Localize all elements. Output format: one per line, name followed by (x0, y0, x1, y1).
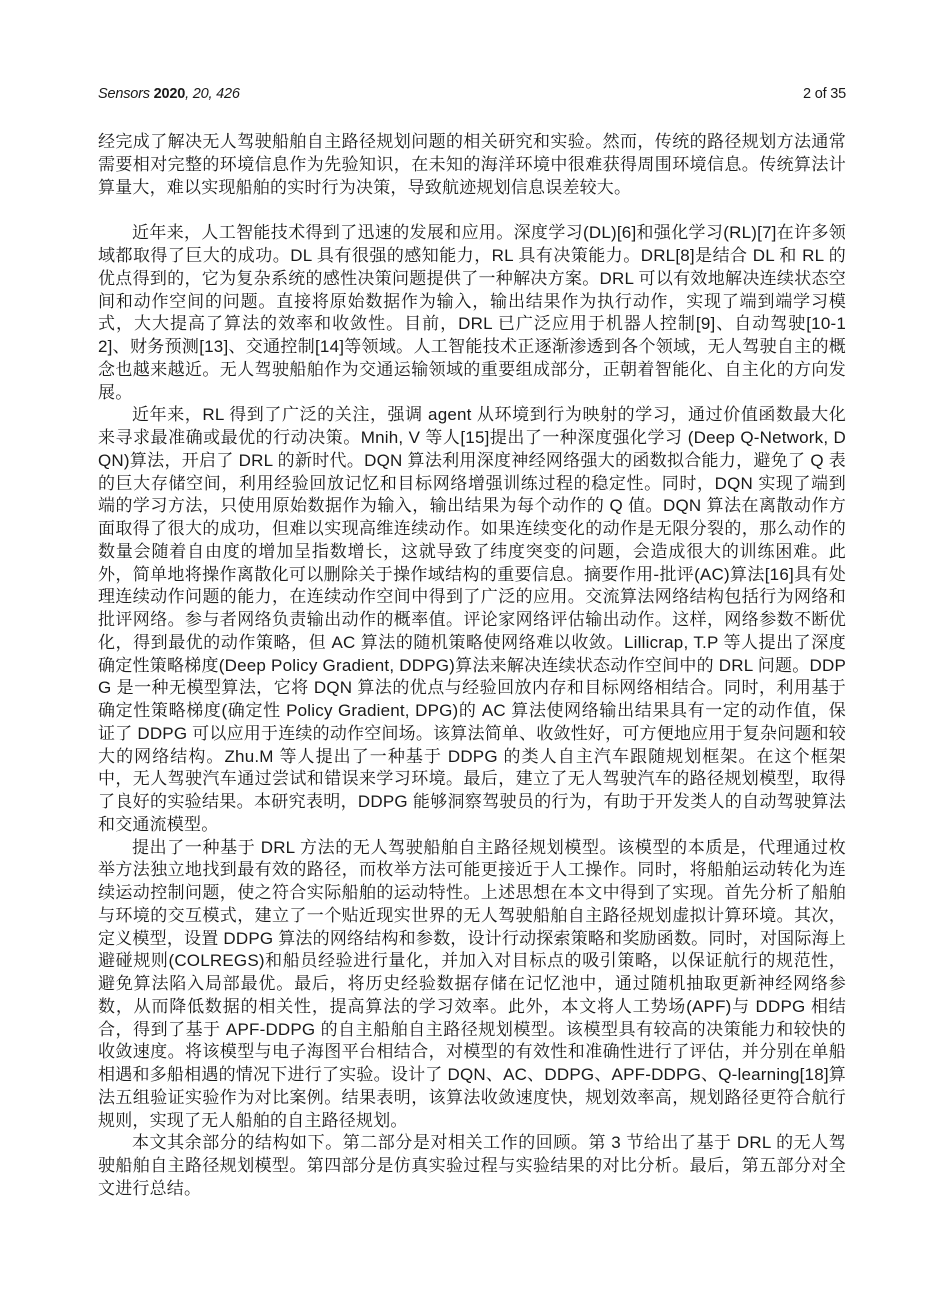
running-header (98, 86, 846, 102)
journal-volume-article: , 20, 426 (185, 86, 240, 102)
body-paragraph-2: 近年来，人工智能技术得到了迅速的发展和应用。深度学习(DL)[6]和强化学习(RL)[7]在许多领域都取得了巨大的成功。DL 具有很强的感知能力，RL 具有决策能力。DRL[8]是结合 DL 和 RL 的优点得到的，它为复杂系统的感性决策问题提供了一种解决方案。DRL 可以有效地解决连续状态空间和动作空间的问题。直接将原始数据作为输入，输出结果作为执行动作，实现了端到端学习模式，大大提高了算法的效率和收敛性。目前，DRL 已广泛应用于机器人控制[9]、自动驾驶[10-12]、财务预测[13]、交通控制[14]等领域。人工智能技术正逐渐渗透到各个领域，无人驾驶自主的概念也越来越近。无人驾驶船舶作为交通运输领域的重要组成部分，正朝着智能化、自主化的方向发展。 (98, 223, 846, 402)
body-paragraph-5: 本文其余部分的结构如下。第二部分是对相关工作的回顾。第 3 节给出了基于 DRL 的无人驾驶船舶自主路径规划模型。第四部分是仿真实验过程与实验结果的对比分析。最后，第五部分对全文进行总结。 (98, 1133, 846, 1198)
journal-year: 2020 (153, 86, 186, 102)
body-paragraph-3: 近年来，RL 得到了广泛的关注，强调 agent 从环境到行为映射的学习，通过价值函数最大化来寻求最准确或最优的行动决策。Mnih, V 等人[15]提出了一种深度强化学习 (Deep Q-Network, DQN)算法，开启了 DRL 的新时代。DQN 算法利用深度神经网络强大的函数拟合能力，避免了 Q 表的巨大存储空间，利用经验回放记忆和目标网络增强训练过程的稳定性。同时，DQN 实现了端到端的学习方法，只使用原始数据作为输入，输出结果为每个动作的 Q 值。DQN 算法在离散动作方面取得了很大的成功，但难以实现高维连续动作。如果连续变化的动作是无限分裂的，那么动作的数量会随着自由度的增加呈指数增长，这就导致了纬度突变的问题，会造成很大的训练困难。此外，简单地将操作离散化可以删除关于操作域结构的重要信息。摘要作用-批评(AC)算法[16]具有处理连续动作问题的能力，在连续动作空间中得到了广泛的应用。交流算法网络结构包括行为网络和批评网络。参与者网络负责输出动作的概率值。评论家网络评估输出动作。这样，网络参数不断优化，得到最优的动作策略，但 AC 算法的随机策略使网络难以收敛。Lillicrap, T.P 等人提出了深度确定性策略梯度(Deep Policy Gradient, DDPG)算法来解决连续状态动作空间中的 DRL 问题。DDPG 是一种无模型算法，它将 DQN 算法的优点与经验回放内存和目标网络相结合。同时，利用基于确定性策略梯度(确定性 Policy Gradient, DPG)的 AC 算法使网络输出结果具有一定的动作值，保证了 DDPG 可以应用于连续的动作空间场。该算法简单、收敛性好，可方便地应用于复杂问题和较大的网络结构。Zhu.M 等人提出了一种基于 DDPG 的类人自主汽车跟随规划框架。在这个框架中，无人驾驶汽车通过尝试和错误来学习环境。最后，建立了无人驾驶汽车的路径规划模型，取得了良好的实验结果。本研究表明，DDPG 能够洞察驾驶员的行为，有助于开发类人的自动驾驶算法和交通流模型。 (98, 405, 846, 834)
body-paragraph-4: 提出了一种基于 DRL 方法的无人驾驶船舶自主路径规划模型。该模型的本质是，代理通过枚举方法独立地找到最有效的路径，而枚举方法可能更接近于人工操作。同时，将船舶运动转化为连续运动控制问题，使之符合实际船舶的运动特性。上述思想在本文中得到了实现。首先分析了船舶与环境的交互模式，建立了一个贴近现实世界的无人驾驶船舶自主路径规划虚拟计算环境。其次，定义模型，设置 DDPG 算法的网络结构和参数，设计行动探索策略和奖励函数。同时，对国际海上避碰规则(COLREGS)和船员经验进行量化，并加入对目标点的吸引策略，以保证航行的规范性，避免算法陷入局部最优。最后，将历史经验数据存储在记忆池中，通过随机抽取更新神经网络参数，从而降低数据的相关性，提高算法的学习效率。此外，本文将人工势场(APF)与 DDPG 相结合，得到了基于 APF-DDPG 的自主船舶自主路径规划模型。该模型具有较高的决策能力和较快的收敛速度。将该模型与电子海图平台相结合，对模型的有效性和准确性进行了评估，并分别在单船相遇和多船相遇的情况下进行了实验。设计了 DQN、AC、DDPG、APF-DDPG、Q-learning[18]算法五组验证实验作为对比案例。结果表明，该算法收敛速度快，规划效率高，规划路径更符合航行规则，实现了无人船舶的自主路径规划。 (98, 837, 846, 1130)
article-body (98, 131, 846, 1201)
body-paragraph-1: 经完成了解决无人驾驶船舶自主路径规划问题的相关研究和实验。然而，传统的路径规划方法通常需要相对完整的环境信息作为先验知识，在未知的海洋环境中很难获得周围环境信息。传统算法计算量大，难以实现船舶的实时行为决策，导致航迹规划信息误差较大。 (98, 132, 846, 197)
journal-name: Sensors (98, 86, 150, 102)
page-number: 2 of 35 (803, 86, 846, 102)
journal-reference (98, 86, 240, 102)
